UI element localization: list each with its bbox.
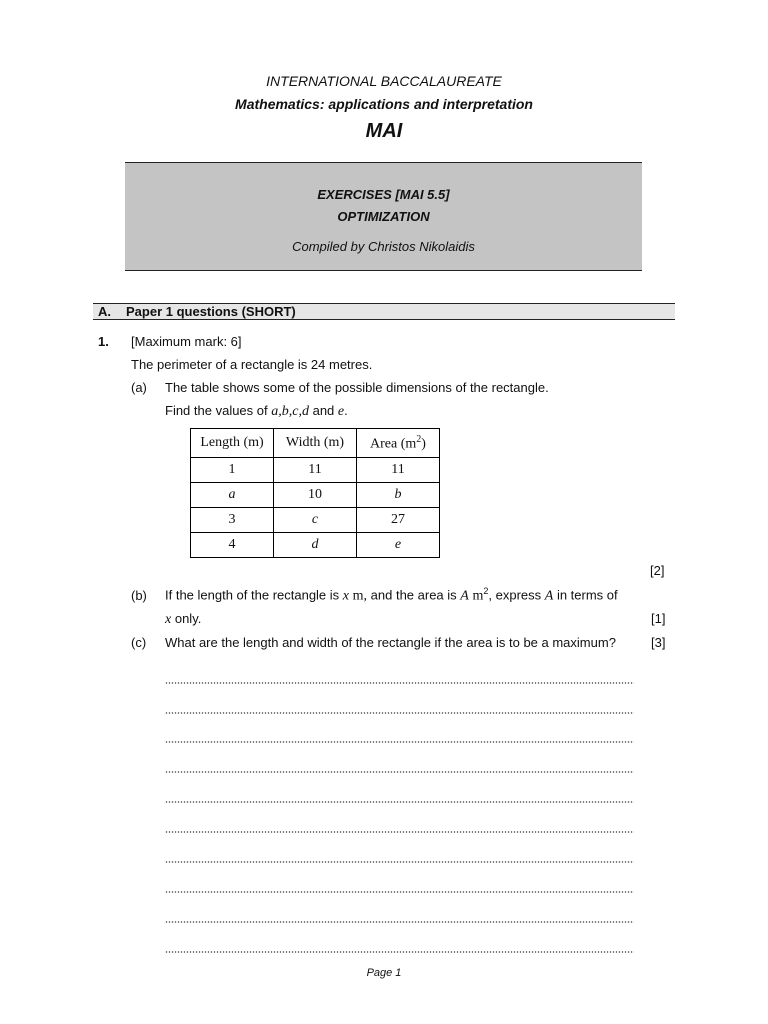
topic-title: OPTIMIZATION	[337, 209, 430, 224]
part-c-mark: [3]	[651, 635, 666, 650]
answer-line[interactable]	[165, 861, 634, 863]
page-number: Page 1	[366, 967, 402, 979]
answer-line[interactable]	[165, 741, 634, 743]
answer-line[interactable]	[165, 831, 634, 833]
answer-line[interactable]	[165, 682, 634, 684]
table-cell: 1	[191, 458, 274, 483]
answer-line[interactable]	[165, 771, 634, 773]
header-length: Length (m)	[191, 429, 274, 458]
answer-line[interactable]	[165, 891, 634, 893]
header-area: Area $(m^2)$	[357, 429, 440, 458]
part-b-text-2: x only.	[165, 611, 202, 627]
header-width: Width (m)	[274, 429, 357, 458]
section-header	[93, 303, 675, 320]
table-cell: 11	[274, 458, 357, 483]
table-cell: 27	[357, 508, 440, 533]
answer-line[interactable]	[165, 921, 634, 923]
part-a-text: The table shows some of the possible dimensions of the rectangle.	[165, 380, 549, 395]
part-c-text: What are the length and width of the rectangle if the area is to be a maximum?	[165, 635, 616, 650]
part-b-label: (b)	[131, 588, 147, 603]
table-cell: c	[274, 508, 357, 533]
table-row	[191, 483, 440, 508]
section-title: Paper 1 questions (SHORT)	[126, 304, 296, 319]
table-cell: 11	[357, 458, 440, 483]
dimensions-table	[190, 428, 440, 558]
exercise-title: EXERCISES [MAI 5.5]	[317, 187, 450, 202]
table-cell: e	[357, 533, 440, 558]
table-row	[191, 508, 440, 533]
table-cell: b	[357, 483, 440, 508]
header-org: INTERNATIONAL BACCALAUREATE	[266, 73, 502, 89]
find-and: and	[312, 403, 335, 418]
part-a-label: (a)	[131, 380, 147, 395]
answer-line[interactable]	[165, 712, 634, 714]
header-course: Mathematics: applications and interpretation	[235, 96, 533, 112]
table-header-row	[191, 429, 440, 458]
find-last: e	[337, 404, 345, 419]
table-cell: 3	[191, 508, 274, 533]
title-box	[125, 162, 642, 271]
table-cell: 10	[274, 483, 357, 508]
part-b-text: If the length of the rectangle is x m, and the area is A $m^2$, express A in terms of	[165, 586, 618, 604]
section-number: A.	[98, 304, 111, 319]
find-prefix: Find the values of	[165, 403, 268, 418]
find-vars: a,b,c,d	[271, 404, 309, 419]
part-c-label: (c)	[131, 635, 147, 650]
answer-line[interactable]	[165, 801, 634, 803]
max-mark: [Maximum mark: 6]	[131, 334, 242, 349]
question-number: 1.	[98, 334, 109, 349]
part-a-mark: [2]	[650, 563, 665, 578]
header-code: MAI	[365, 120, 403, 142]
question-intro: The perimeter of a rectangle is 24 metres.	[131, 357, 373, 372]
table-cell: d	[274, 533, 357, 558]
part-b-mark: [1]	[651, 611, 666, 626]
table-cell: 4	[191, 533, 274, 558]
part-a-find	[165, 403, 348, 420]
find-end: .	[344, 403, 348, 418]
table-cell: a	[191, 483, 274, 508]
compiler-credit: Compiled by Christos Nikolaidis	[292, 239, 475, 254]
table-row	[191, 533, 440, 558]
answer-line[interactable]	[165, 951, 634, 953]
table-row	[191, 458, 440, 483]
